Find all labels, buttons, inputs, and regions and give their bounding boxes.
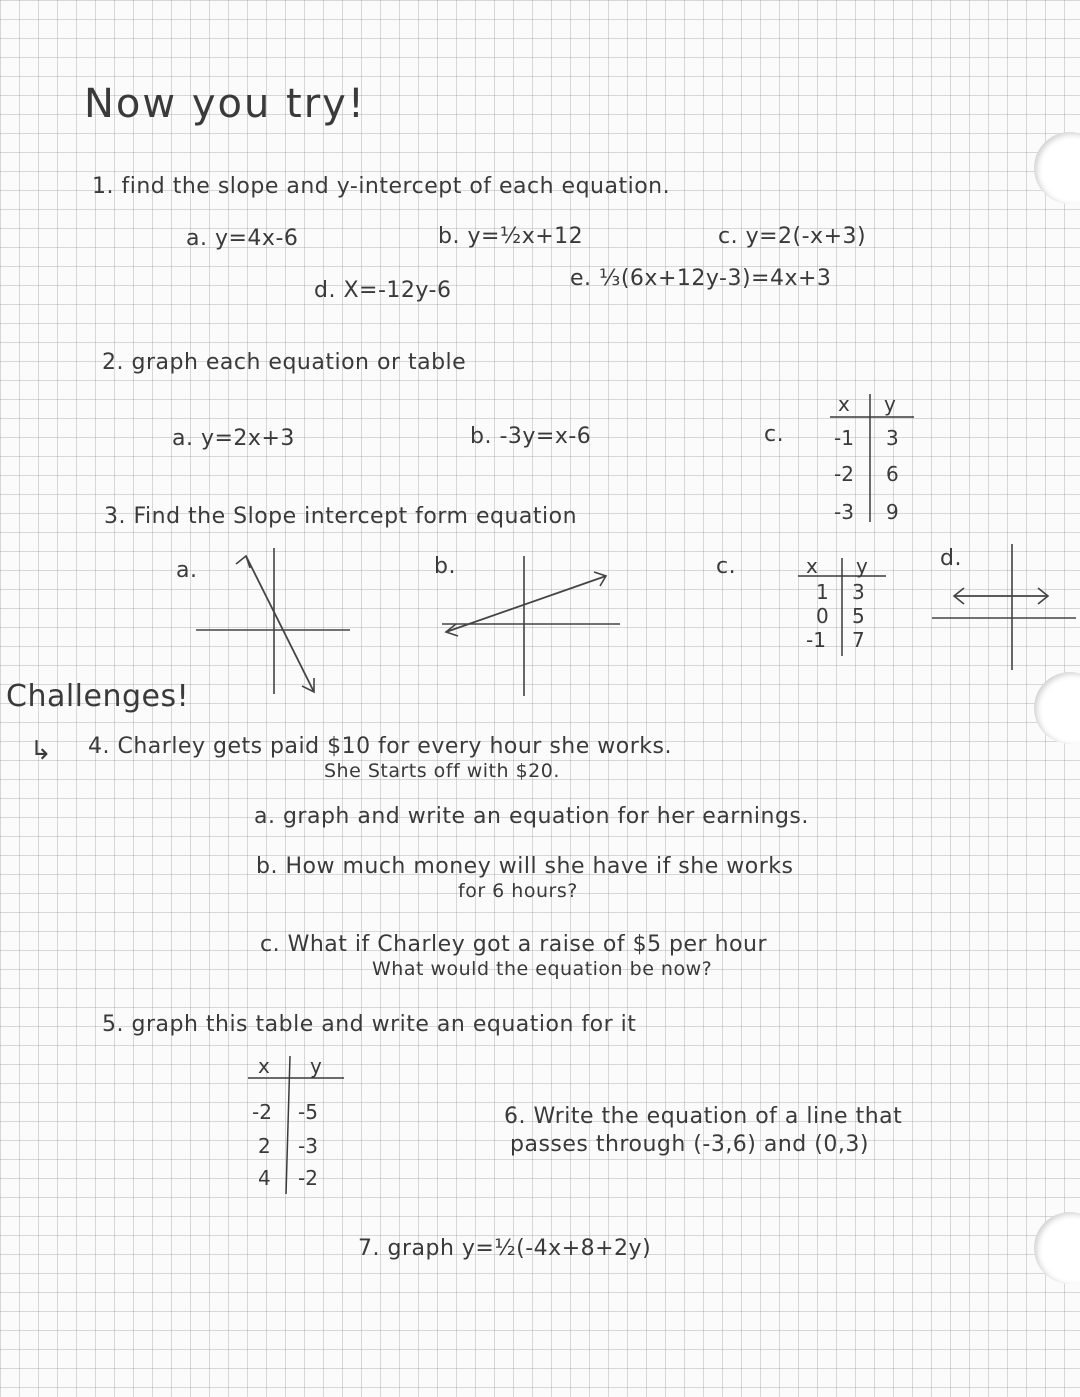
q3c-table-cell: 1 [816,580,829,604]
q4-part-a: a. graph and write an equation for her earnings. [254,804,809,829]
q3d-graph [928,540,1078,670]
binder-hole-bottom [1034,1212,1080,1284]
q5-prompt: 5. graph this table and write an equation for it [102,1012,637,1037]
q3-part-b: b. [434,554,456,579]
q2-prompt: 2. graph each equation or table [102,350,467,375]
q3-prompt: 3. Find the Slope intercept form equation [104,504,578,529]
binder-hole-middle [1034,672,1080,744]
q5-table [244,1054,364,1204]
q3a-graph [196,548,366,698]
q3c-table-cell: 5 [852,604,865,628]
challenges-heading: Challenges! [6,679,190,714]
binder-hole-top [1034,132,1080,204]
q3c-table [794,556,894,666]
q5-table-cell: -2 [252,1100,272,1124]
q4-part-c-line2: What would the equation be now? [372,958,713,980]
q1-prompt: 1. find the slope and y-intercept of each equation. [92,174,671,199]
q6-line1: 6. Write the equation of a line that [504,1104,903,1129]
hook-arrow-icon: ↳ [30,736,53,766]
q5-table-header-x: x [258,1054,270,1078]
q1-part-a: a. y=4x-6 [186,226,299,251]
q2-part-b: b. -3y=x-6 [470,424,592,449]
q3c-table-cell: 7 [852,628,865,652]
q4-line1: 4. Charley gets paid $10 for every hour she works. [88,734,672,759]
q2-part-c: c. [764,422,785,447]
q3c-table-cell: 0 [816,604,829,628]
q2-table-header-x: x [838,392,850,416]
q2-part-a: a. y=2x+3 [172,426,295,451]
q2-table-header-y: y [884,392,896,416]
q3c-table-cell: -1 [806,628,826,652]
q5-table-cell: 2 [258,1134,271,1158]
q3c-table-header-x: x [806,554,818,578]
q2-table-cell: 3 [886,426,899,450]
q2-table-cell: 9 [886,500,899,524]
q5-table-cell: -3 [298,1134,318,1158]
q5-table-cell: -5 [298,1100,318,1124]
page-title: Now you try! [84,81,366,127]
q1-part-b: b. y=½x+12 [438,224,584,249]
q7-prompt: 7. graph y=½(-4x+8+2y) [358,1236,652,1261]
q3b-graph [424,556,624,706]
q4-part-b-line2: for 6 hours? [458,880,578,902]
q5-table-header-y: y [310,1054,322,1078]
q2-table-cell: -1 [834,426,854,450]
q5-table-cell: 4 [258,1166,271,1190]
q3c-table-cell: 3 [852,580,865,604]
q1-part-c: c. y=2(-x+3) [718,224,867,249]
q4-line2: She Starts off with $20. [324,760,560,782]
q3-part-c: c. [716,554,737,579]
q1-part-d: d. X=-12y-6 [314,278,452,303]
q3c-table-header-y: y [856,554,868,578]
q1-part-e: e. ⅓(6x+12y-3)=4x+3 [570,266,832,291]
q2-table-cell: 6 [886,462,899,486]
q5-table-cell: -2 [298,1166,318,1190]
q4-part-b-line1: b. How much money will she have if she works [256,854,794,879]
q2-table [826,392,926,532]
q3-part-d: d. [940,546,962,571]
q2-table-cell: -2 [834,462,854,486]
q2-table-cell: -3 [834,500,854,524]
q4-part-c-line1: c. What if Charley got a raise of $5 per hour [260,932,767,957]
q6-line2: passes through (-3,6) and (0,3) [510,1132,869,1157]
q3-part-a: a. [176,558,198,583]
